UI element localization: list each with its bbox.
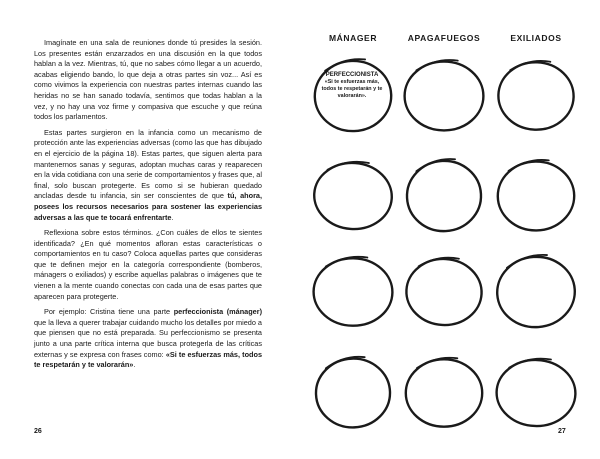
- text-segment: que la lleva a querer trabajar cuidando mucho los detalles por miedo a que piensen que no está preparada. Su perfeccionismo se presenta junto a una parte crítica interna que busca protegerla de las críticas externas y se expresa con frases como:: [34, 317, 262, 359]
- drawing-circle-4-2: [406, 358, 482, 427]
- bold-text: tú, ahora, posees los recursos necesarios para sostener las experiencias adversas a las que te tocará enfrentarte: [34, 191, 262, 222]
- example-title: PERFECCIONISTA: [325, 72, 379, 78]
- column-header-apagafuegos: APAGAFUEGOS: [407, 33, 481, 43]
- text-segment: Estas partes surgieron en la infancia como un mecanismo de protección ante las experiencias adversas (como las que has dibujado en el ejercicio de la página 18). Estas partes, que siguen alerta para mantenernos sanas y seguras, adoptan muchas caras y reaparecen en la vida cotidiana con una serie de comportamientos y frases que, al final, solo buscan protegerte. Es como si se hubieran quedado ancladas desde tu infancia, sin ser conscientes de que: [34, 127, 262, 201]
- page-number-left: 26: [34, 428, 42, 435]
- drawing-circle-1-3: [497, 59, 575, 131]
- text-segment: .: [133, 360, 136, 370]
- bold-text: perfeccionista (mánager): [173, 307, 263, 317]
- paragraph: [34, 307, 262, 371]
- paragraph: [34, 228, 262, 302]
- drawing-circle-3-3: [495, 253, 577, 330]
- right-page: [300, 0, 600, 459]
- example-manager-part: [320, 72, 384, 100]
- drawing-circle-2-2: [405, 157, 483, 233]
- drawing-circle-3-2: [405, 256, 484, 327]
- text-segment: .: [171, 212, 174, 222]
- circle-grid: [300, 0, 600, 459]
- example-quote: «Si te esfuerzas más, todos te respetarán y te valorarán».: [321, 79, 383, 99]
- text-segment: Imagínate en una sala de reuniones donde tú presides la sesión. Los presentes están enzarzados en una discusión en la que todos hablan a la vez. Mientras, tú, que no sabes cómo llegar a un acuerdo, acabas eligiendo bando, lo que deja a otras partes sin voz... Así es como vivimos la experiencia con nuestras partes internas cuando las heridas no se han sanado todavía, sentimos que todas hablan a la vez, y no hay una voz firme y compasiva que escuche y que reúna todos los parlamentos.: [34, 38, 262, 122]
- column-header-exiliados: EXILIADOS: [510, 33, 562, 43]
- text-segment: Reflexiona sobre estos términos. ¿Con cuáles de ellos te sientes identificada? ¿En qué momentos afloran estas características o comportamientos en tu caso? Coloca aquellas partes que consideras que te definen mejor en la categoría correspondiente (bomberos, mánagers o exiliados) y escribe aquellas palabras o imágenes que te vienen a la mente cuando conectas con cada una de esas partes que aparecen para protegerte.: [34, 228, 262, 301]
- body-text: [34, 38, 262, 376]
- column-header-manager: MÁNAGER: [328, 33, 378, 43]
- drawing-circle-4-3: [495, 357, 576, 427]
- drawing-circle-1-2: [405, 60, 484, 130]
- drawing-circle-4-1: [315, 356, 391, 429]
- page-number-right: 27: [558, 428, 566, 435]
- drawing-circle-2-1: [312, 159, 394, 232]
- drawing-circle-2-3: [497, 159, 575, 231]
- drawing-circle-3-1: [313, 256, 393, 326]
- text-segment: Por ejemplo: Cristina tiene una parte: [44, 307, 174, 317]
- paragraph: [34, 38, 262, 123]
- bold-text: «Si te esfuerzas más, todos te respetarán y te valorarán»: [34, 349, 263, 370]
- paragraph: [34, 128, 262, 223]
